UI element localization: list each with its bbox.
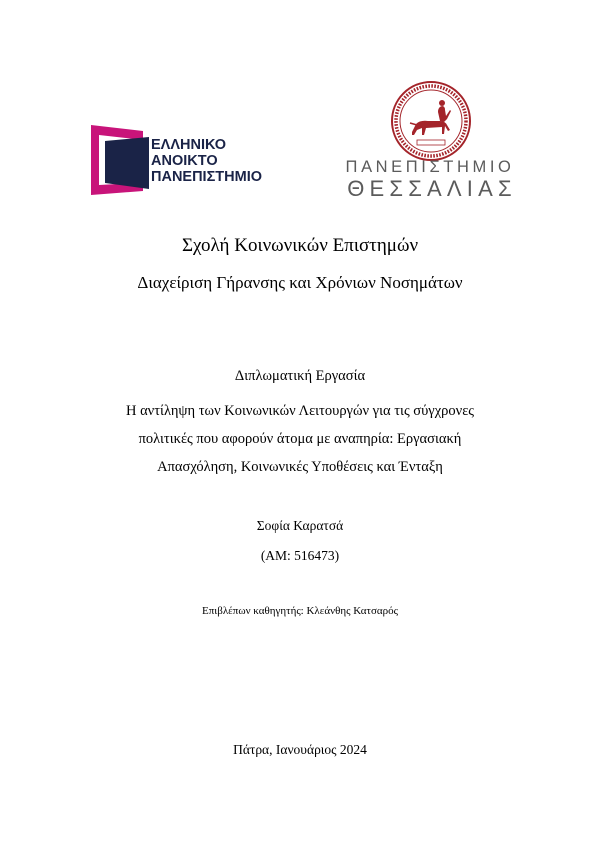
hellenic-open-university-logo <box>91 125 281 195</box>
school-name: Σχολή Κοινωνικών Επιστημών <box>181 235 419 256</box>
eap-logo-line: ΑΝΟΙΚΤΟ <box>151 153 218 169</box>
thesis-type: Διπλωματική Εργασία <box>234 368 366 384</box>
thesis-title-line: πολιτικές που αφορούν άτομα με αναπηρία: Εργασιακή <box>138 431 462 447</box>
eap-logo-line: ΠΑΝΕΠΙΣΤΗΜΙΟ <box>151 169 263 185</box>
eap-emblem-icon <box>91 125 151 195</box>
university-of-thessaly-logo <box>334 80 534 201</box>
centaur-seal-icon <box>390 80 472 162</box>
eap-logo-line: ΕΛΛΗΝΙΚΟ <box>151 137 227 153</box>
place-and-date: Πάτρα, Ιανουάριος 2024 <box>233 742 367 757</box>
student-id: (ΑΜ: 516473) <box>260 548 340 563</box>
eap-logo-text <box>151 137 262 185</box>
program-name: Διαχείριση Γήρανσης και Χρόνιων Νοσημάτων <box>137 273 463 292</box>
thesis-title-line: Η αντίληψη των Κοινωνικών Λειτουργών για τις σύγχρονες <box>125 403 475 419</box>
uth-logo-line2: ΘΕΣΣΑΛΙΑΣ <box>347 176 517 201</box>
thesis-title-line: Απασχόληση, Κοινωνικές Υποθέσεις και Ένταξη <box>157 459 443 475</box>
supervisor: Επιβλέπων καθηγητής: Κλεάνθης Κατσαρός <box>202 605 398 617</box>
uth-logo-line1: ΠΑΝΕΠΙΣΤΗΜΙΟ <box>345 158 515 176</box>
author-name: Σοφία Καρατσά <box>256 518 344 533</box>
